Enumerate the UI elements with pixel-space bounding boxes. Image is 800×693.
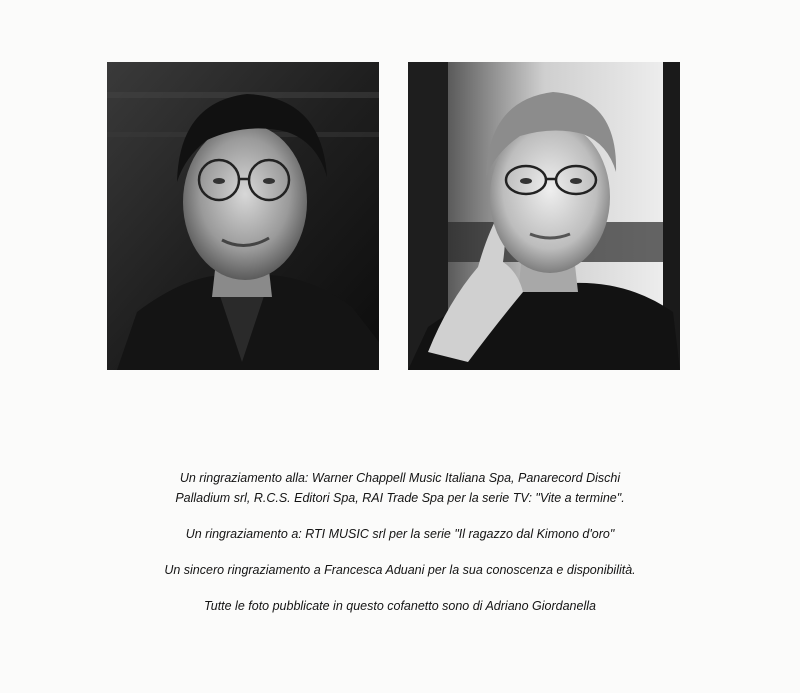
thanks-rti: Un ringraziamento a: RTI MUSIC srl per la serie "Il ragazzo dal Kimono d'oro"	[185, 527, 615, 541]
thanks-aduani: Un sincero ringraziamento a Francesca Aduani per la sua conoscenza e disponibilità.	[164, 563, 636, 577]
portrait-left-image	[107, 62, 379, 370]
photo-credit-paragraph	[60, 596, 740, 616]
photo-credit: Tutte le foto pubblicate in questo cofanetto sono di Adriano Giordanella	[204, 599, 596, 613]
thanks-line-2: Palladium srl, R.C.S. Editori Spa, RAI Trade Spa per la serie TV: "Vite a termine".	[175, 491, 625, 505]
photo-portrait-left	[107, 62, 379, 370]
portrait-right-image	[408, 62, 680, 370]
credits-block	[60, 468, 740, 632]
photo-portrait-right	[408, 62, 680, 370]
thanks-paragraph-1	[60, 468, 740, 508]
thanks-paragraph-2	[60, 524, 740, 544]
thanks-paragraph-3	[60, 560, 740, 580]
thanks-line-1: Un ringraziamento alla: Warner Chappell Music Italiana Spa, Panarecord Dischi	[179, 471, 621, 485]
